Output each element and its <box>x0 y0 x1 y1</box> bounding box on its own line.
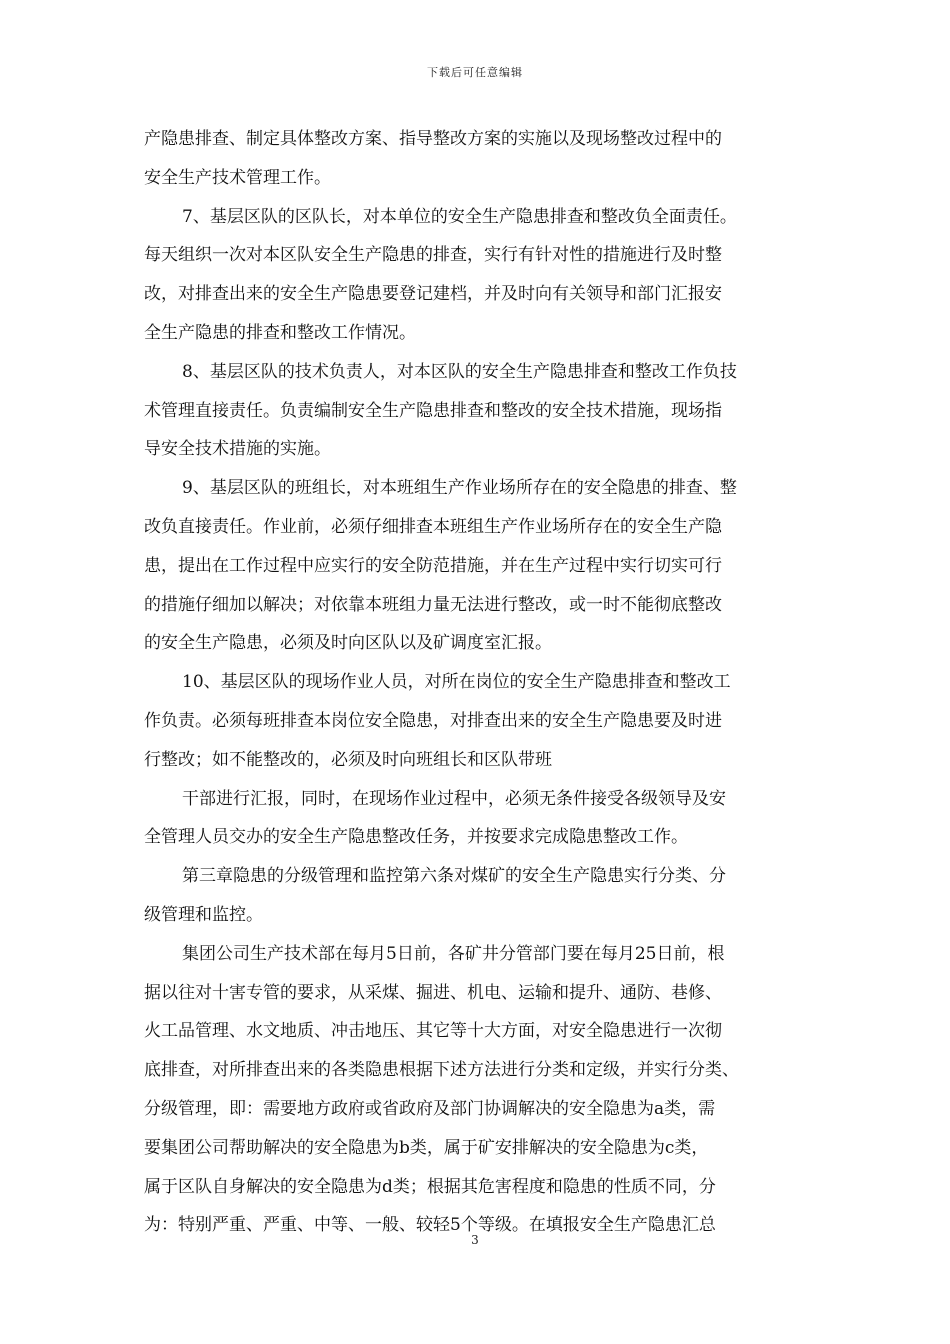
text-line: 级管理和监控。 <box>144 904 263 925</box>
document-body <box>144 120 808 1245</box>
text-line: 每天组织一次对本区队安全生产隐患的排查，实行有针对性的措施进行及时整 <box>144 245 722 266</box>
paragraph-start-line: 干部进行汇报，同时，在现场作业过程中，必须无条件接受各级领导及安 <box>182 788 726 809</box>
page-number: 3 <box>471 1233 479 1247</box>
text-line: 术管理直接责任。负责编制安全生产隐患排查和整改的安全技术措施，现场指 <box>144 400 722 421</box>
paragraph-start-line: 9、基层区队的班组长，对本班组生产作业场所存在的安全隐患的排查、整 <box>182 478 737 499</box>
paragraph-start-line: 集团公司生产技术部在每月5日前，各矿井分管部门要在每月25日前，根 <box>182 943 725 964</box>
text-line: 行整改；如不能整改的，必须及时向班组长和区队带班 <box>144 749 552 770</box>
text-line: 全生产隐患的排查和整改工作情况。 <box>144 322 416 343</box>
text-line: 患，提出在工作过程中应实行的安全防范措施，并在生产过程中实行切实可行 <box>144 555 722 576</box>
paragraph-start-line: 8、基层区队的技术负责人，对本区队的安全生产隐患排查和整改工作负技 <box>182 361 737 382</box>
paragraph-start-line: 7、基层区队的区队长，对本单位的安全生产隐患排查和整改负全面责任。 <box>182 206 737 227</box>
paragraph-start-line: 第三章隐患的分级管理和监控第六条对煤矿的安全生产隐患实行分类、分 <box>182 866 726 887</box>
text-line: 为：特别严重、严重、中等、一般、较轻5个等级。在填报安全生产隐患汇总 <box>144 1215 716 1236</box>
text-line: 的措施仔细加以解决；对依靠本班组力量无法进行整改，或一时不能彻底整改 <box>144 594 722 615</box>
text-line: 分级管理，即：需要地方政府或省政府及部门协调解决的安全隐患为a类，需 <box>144 1098 716 1119</box>
page-header: 下载后可任意编辑 <box>427 66 523 79</box>
text-line: 导安全技术措施的实施。 <box>144 439 331 460</box>
paragraph-start-line: 10、基层区队的现场作业人员，对所在岗位的安全生产隐患排查和整改工 <box>182 672 731 693</box>
text-line: 改，对排查出来的安全生产隐患要登记建档，并及时向有关领导和部门汇报安 <box>144 284 722 305</box>
text-line: 据以往对十害专管的要求，从采煤、掘进、机电、运输和提升、通防、巷修、 <box>144 982 722 1003</box>
text-line: 改负直接责任。作业前，必须仔细排查本班组生产作业场所存在的安全生产隐 <box>144 516 722 537</box>
text-line: 产隐患排查、制定具体整改方案、指导整改方案的实施以及现场整改过程中的 <box>144 129 722 149</box>
text-line: 属于区队自身解决的安全隐患为d类；根据其危害程度和隐患的性质不同，分 <box>144 1176 716 1197</box>
text-line: 火工品管理、水文地质、冲击地压、其它等十大方面，对安全隐患进行一次彻 <box>144 1021 722 1042</box>
text-line: 底排查，对所排查出来的各类隐患根据下述方法进行分类和定级，并实行分类、 <box>144 1060 739 1081</box>
text-line: 安全生产技术管理工作。 <box>144 167 331 188</box>
text-line: 作负责。必须每班排查本岗位安全隐患，对排查出来的安全生产隐患要及时进 <box>144 710 722 731</box>
text-line: 要集团公司帮助解决的安全隐患为b类，属于矿安排解决的安全隐患为c类， <box>144 1137 709 1158</box>
text-line: 的安全生产隐患，必须及时向区队以及矿调度室汇报。 <box>144 633 552 654</box>
text-line: 全管理人员交办的安全生产隐患整改任务，并按要求完成隐患整改工作。 <box>144 827 688 848</box>
